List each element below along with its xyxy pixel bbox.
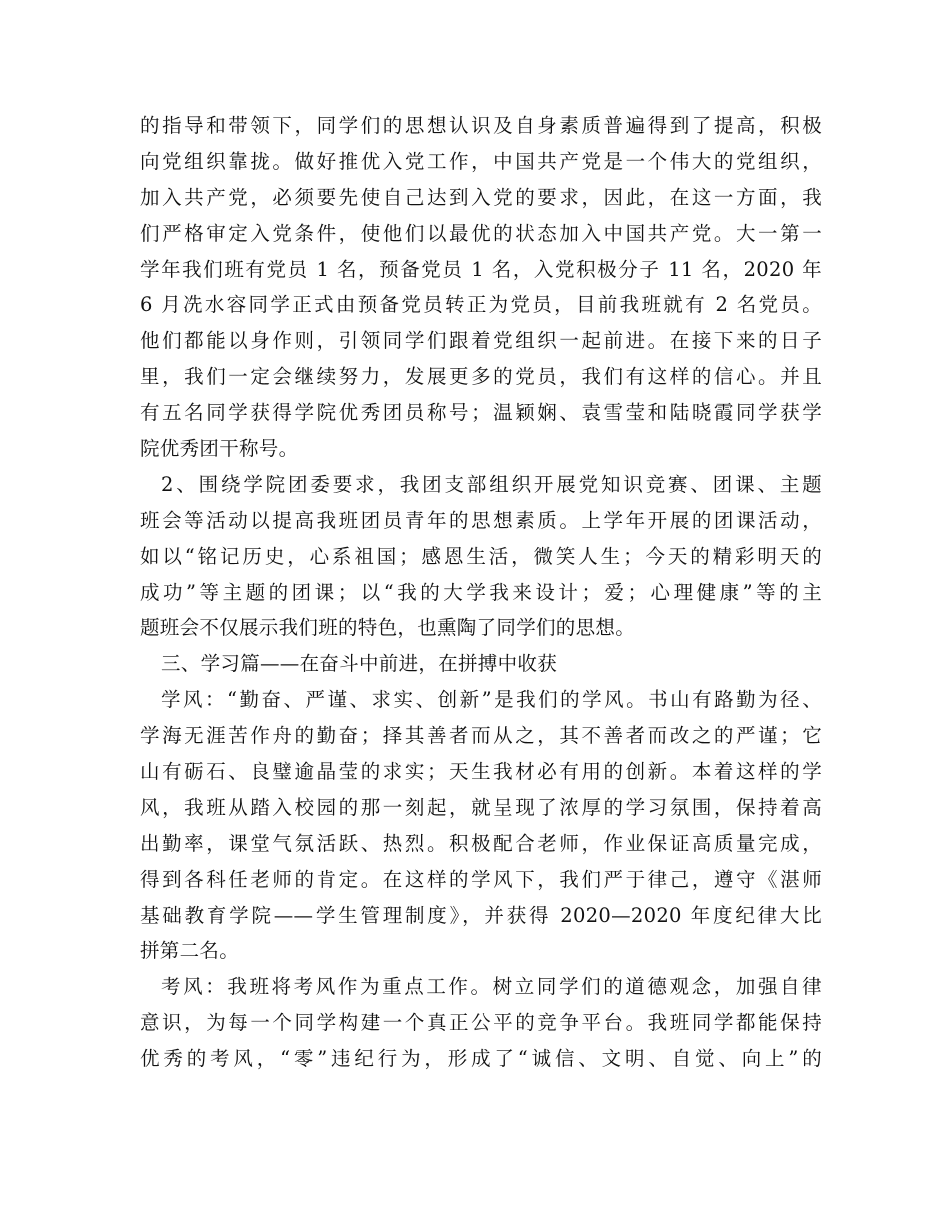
text-line: 风，我班从踏入校园的那一刻起，就呈现了浓厚的学习氛围，保持着高 (140, 795, 822, 819)
text-line: 加入共产党，必须要先使自己达到入党的要求，因此，在这一方面，我 (140, 185, 822, 209)
text-line: 山有砺石、良璧逾晶莹的求实；天生我材必有用的创新。本着这样的学 (140, 760, 822, 784)
text-line: 班会等活动以提高我班团员青年的思想素质。上学年开展的团课活动， (140, 508, 822, 532)
text-line: 优秀的考风，“零”违纪行为，形成了“诚信、文明、自觉、向上”的 (140, 1047, 822, 1071)
text-line: 如以“铭记历史，心系祖国；感恩生活，微笑人生；今天的精彩明天的 (140, 544, 822, 568)
text-line: 学年我们班有党员 1 名，预备党员 1 名，入党积极分子 11 名，2020 年 (140, 257, 822, 281)
text-line: 意识，为每一个同学构建一个真正公平的竞争平台。我班同学都能保持 (140, 1011, 822, 1035)
section-heading: 三、学习篇——在奋斗中前进，在拼搏中收获 (161, 652, 557, 676)
text-line: 6 月冼水容同学正式由预备党员转正为党员，目前我班就有 2 名党员。 (140, 293, 822, 317)
paragraph-start-line: 2、围绕学院团委要求，我团支部组织开展党知识竞赛、团课、主题 (161, 472, 822, 496)
paragraph-start-line: 考风：我班将考风作为重点工作。树立同学们的道德观念，加强自律 (161, 975, 822, 999)
text-line: 出勤率，课堂气氛活跃、热烈。积极配合老师，作业保证高质量完成， (140, 831, 822, 855)
text-line: 们严格审定入党条件，使他们以最优的状态加入中国共产党。大一第一 (140, 221, 822, 245)
paragraph-start-line: 学风：“勤奋、严谨、求实、创新”是我们的学风。书山有路勤为径、 (161, 688, 822, 712)
text-line: 成功”等主题的团课；以“我的大学我来设计；爱；心理健康”等的主 (140, 580, 822, 604)
text-line: 有五名同学获得学院优秀团员称号；温颖娴、袁雪莹和陆晓霞同学获学 (140, 401, 822, 425)
document-body (140, 108, 822, 1077)
text-line: 他们都能以身作则，引领同学们跟着党组织一起前进。在接下来的日子 (140, 329, 822, 353)
text-line: 的指导和带领下，同学们的思想认识及自身素质普遍得到了提高，积极 (140, 114, 822, 137)
text-line: 基础教育学院——学生管理制度》，并获得 2020—2020 年度纪律大比 (140, 903, 822, 927)
text-line: 得到各科任老师的肯定。在这样的学风下，我们严于律己，遵守《湛师 (140, 867, 822, 891)
text-line: 学海无涯苦作舟的勤奋；择其善者而从之，其不善者而改之的严谨；它 (140, 724, 822, 748)
text-line: 拼第二名。 (140, 939, 240, 963)
text-line: 里，我们一定会继续努力，发展更多的党员，我们有这样的信心。并且 (140, 365, 822, 389)
text-line: 题班会不仅展示我们班的特色，也熏陶了同学们的思想。 (140, 616, 636, 640)
text-line: 院优秀团干称号。 (140, 437, 299, 461)
text-line: 向党组织靠拢。做好推优入党工作，中国共产党是一个伟大的党组织， (140, 149, 822, 173)
